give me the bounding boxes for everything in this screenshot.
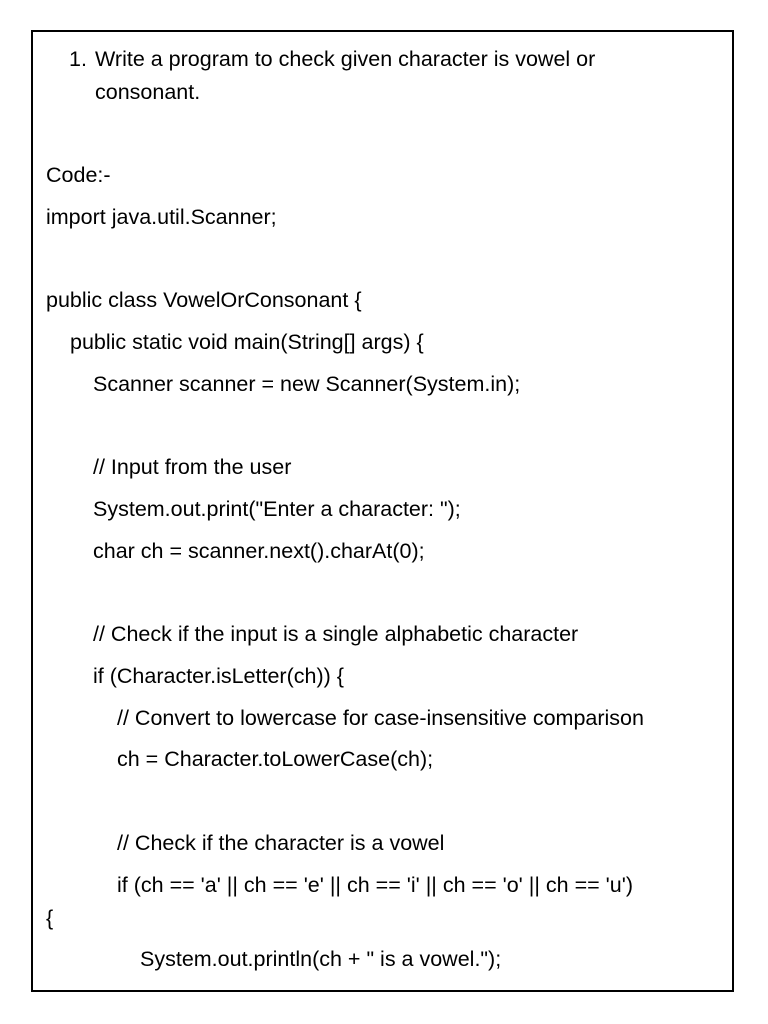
code-line: char ch = scanner.next().charAt(0); <box>93 539 425 563</box>
question-number: 1. <box>69 47 87 71</box>
question-text-line-1: Write a program to check given character is vowel or <box>95 47 596 71</box>
code-line: { <box>46 906 54 930</box>
code-comment: // Convert to lowercase for case-insensitive comparison <box>117 706 644 730</box>
code-line: System.out.print("Enter a character: "); <box>93 497 461 521</box>
code-line: public class VowelOrConsonant { <box>46 288 362 312</box>
code-line: System.out.println(ch + " is a vowel."); <box>140 947 502 971</box>
code-line: Scanner scanner = new Scanner(System.in); <box>93 372 521 396</box>
code-line: if (Character.isLetter(ch)) { <box>93 664 344 688</box>
code-comment: // Check if the character is a vowel <box>117 831 445 855</box>
code-comment: // Input from the user <box>93 455 292 479</box>
code-line: import java.util.Scanner; <box>46 205 277 229</box>
code-line: if (ch == 'a' || ch == 'e' || ch == 'i' || ch == 'o' || ch == 'u') <box>117 873 633 897</box>
code-line: ch = Character.toLowerCase(ch); <box>117 747 434 771</box>
code-comment: // Check if the input is a single alphabetic character <box>93 622 579 646</box>
code-line: public static void main(String[] args) { <box>70 330 424 354</box>
question-text-line-2: consonant. <box>95 80 201 104</box>
code-label: Code:- <box>46 163 111 187</box>
